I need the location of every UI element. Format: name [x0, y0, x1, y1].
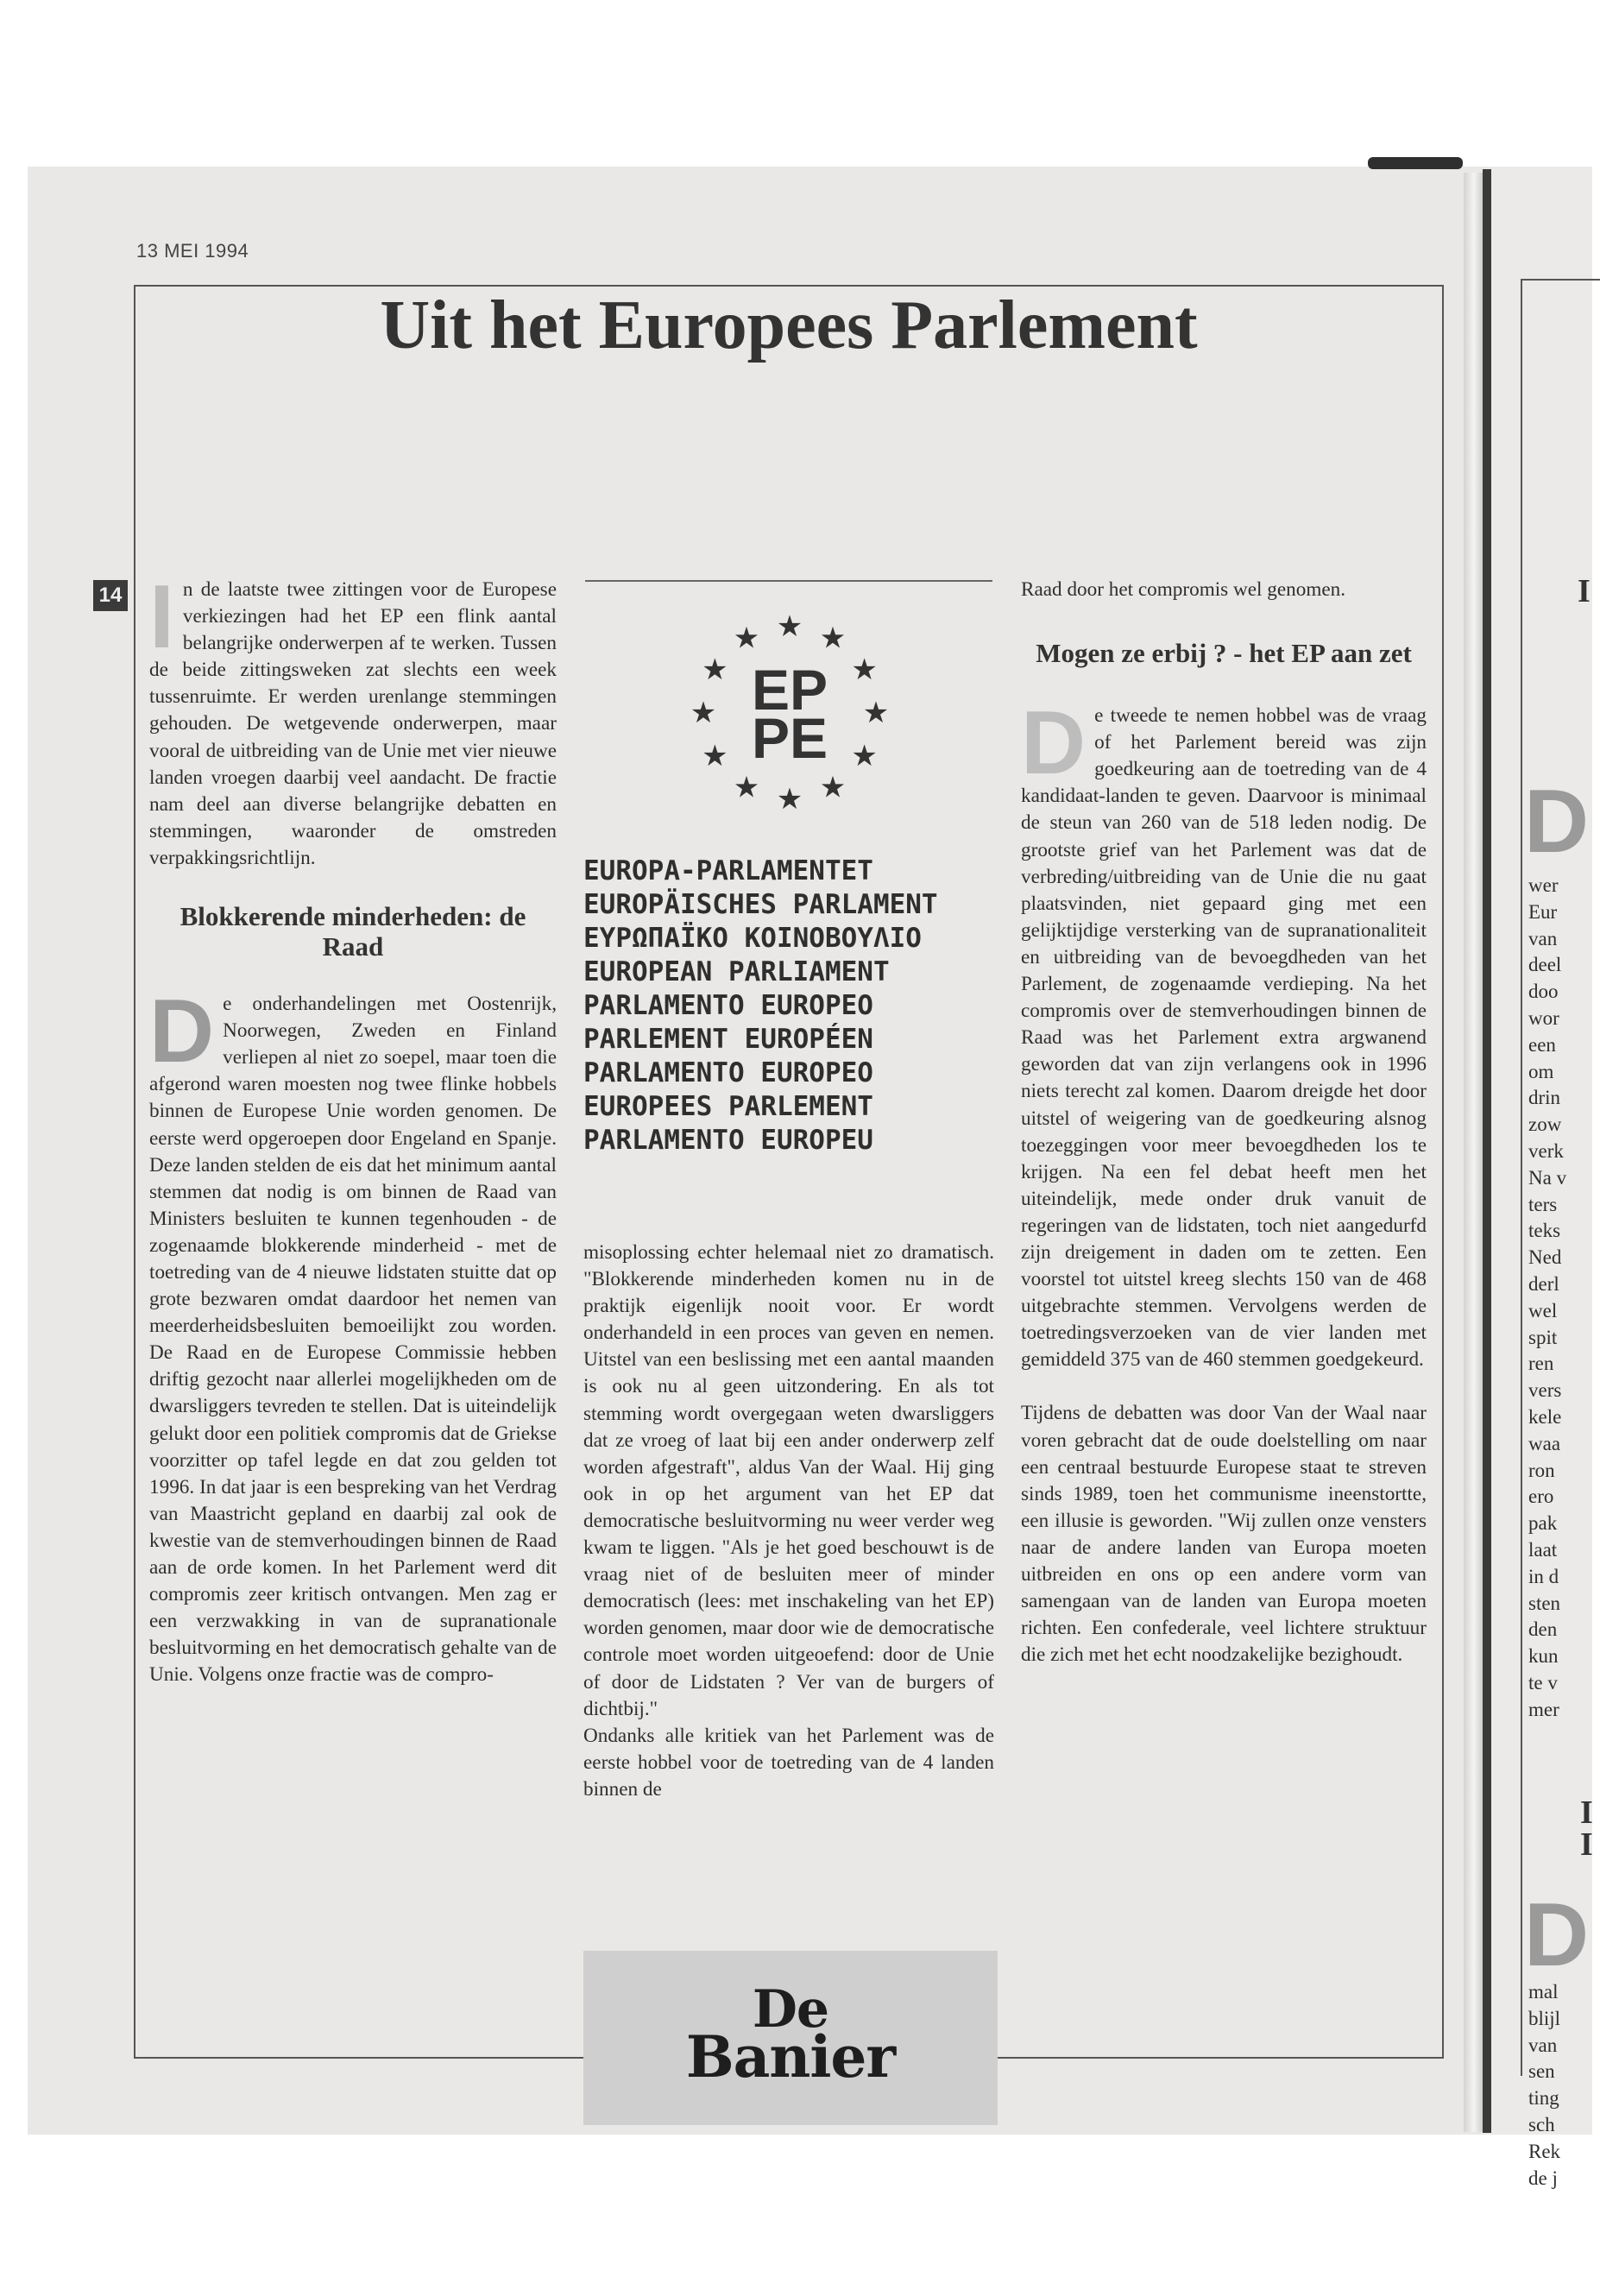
parliament-name-4: PARLAMENTO EUROPEO [583, 990, 873, 1021]
next-page-word: drin [1528, 1087, 1561, 1109]
next-page-word: laat [1528, 1538, 1558, 1561]
next-page-word: zow [1528, 1113, 1562, 1136]
binding-spine [1483, 169, 1491, 2133]
body-paragraph [1021, 693, 1427, 1373]
next-page-word: de j [1528, 2167, 1558, 2189]
next-page-word: ero [1528, 1485, 1554, 1508]
article-column-1 [149, 567, 557, 1688]
star-icon: ★ [819, 770, 847, 805]
next-page-word: waa [1528, 1432, 1561, 1454]
next-page-word: sten [1528, 1592, 1561, 1614]
next-page-heading-fragment: I [1578, 573, 1591, 609]
logo-line-ep: EP [751, 658, 828, 722]
star-icon: ★ [702, 653, 728, 687]
next-page-word: Na v [1528, 1166, 1567, 1189]
next-page-word: derl [1528, 1272, 1559, 1295]
article-column-3 [1021, 577, 1427, 1668]
intro-paragraph [149, 567, 557, 872]
logo-line-pe: PE [751, 706, 828, 770]
next-page-drop-cap: D [1524, 772, 1590, 872]
next-page-word: verk [1528, 1139, 1564, 1162]
star-icon: ★ [733, 621, 760, 656]
body-paragraph: Tijdens de debatten was door Van der Waal naar voren gebracht dat de oude doelstelling om naar een centraal bestuurde Europese staat te streven sinds 1989, toen het communisme ineenstortte, een illusie is geworden. "Wij zullen onze vensters naar de andere landen van Europa moeten uitbreiden en ons op een andere vorm van samengaan van de landen van Europa moeten richten. Een confederale, veel lichtere struktuur die zich met het echt noodzakelijke bezighoudt. [1021, 1402, 1427, 1667]
parliament-name-0: EUROPA-PARLAMENTET [583, 855, 873, 886]
parliament-name-5: PARLEMENT EUROPÉEN [583, 1024, 873, 1055]
star-icon: ★ [776, 609, 803, 644]
next-page-word: om [1528, 1060, 1554, 1082]
next-page-word: wor [1528, 1006, 1559, 1029]
star-icon: ★ [819, 621, 847, 656]
body-paragraph: Raad door het compromis wel genomen. [1021, 578, 1346, 601]
next-page-heading-fragment: I [1580, 1795, 1593, 1831]
star-icon: ★ [862, 696, 890, 730]
next-page-word: te v [1528, 1671, 1558, 1694]
next-page-text-lower [1528, 1979, 1560, 2192]
star-icon: ★ [690, 696, 717, 730]
next-page-word: Ned [1528, 1246, 1562, 1269]
star-icon: ★ [733, 770, 760, 805]
drop-cap: D [149, 981, 215, 1082]
next-page-word: Eur [1528, 900, 1558, 923]
parliament-names-list [583, 855, 996, 1157]
drop-cap: I [149, 567, 174, 667]
page-title: Uit het Europees Parlement [380, 287, 1198, 363]
star-icon: ★ [776, 782, 803, 817]
next-page-text-upper [1528, 873, 1566, 1724]
next-page-word: kun [1528, 1645, 1559, 1668]
next-page-word: mal [1528, 1981, 1559, 2003]
next-page-word: den [1528, 1618, 1558, 1641]
next-page-word: een [1528, 1033, 1556, 1056]
star-icon: ★ [851, 653, 878, 687]
next-page-word: pak [1528, 1512, 1558, 1535]
body-paragraph: misoplossing echter helemaal niet zo dramatisch. "Blokkerende minderheden komen nu in de praktijk eigenlijk nooit voor. Er wordt onderhandeld in een proces van geven en nemen. Uitstel van een beslissing met een aantal maanden is ook nu al geen uitzondering. En als tot stemming wordt overgegaan weten dwarsliggers dat ze vroeg of laat bij een ander onderwerp zelf worden afgestraft", aldus Van der Waal. Hij ging ook in op het argument van het EP dat democratische besluitvorming nu weer verder weg kwam te liggen. "Als je het goed beschouwt is de vraag niet of de besluiten meer of minder democratisch (lees: met inschakeling van het EP) worden genomen, maar door wie de democratische controle moet worden uitgeoefend: door de Unie of door de Lidstaten ? Ver van de burgers of dichtbij." [583, 1241, 994, 1720]
next-page-word: van [1528, 2034, 1558, 2056]
parliament-name-8: PARLAMENTO EUROPEU [583, 1125, 873, 1156]
next-page-word: ters [1528, 1193, 1558, 1215]
drop-cap: D [1021, 693, 1087, 794]
issue-date: 13 MEI 1994 [136, 240, 249, 262]
next-page-drop-cap: D [1524, 1885, 1590, 1985]
next-page-word: blijl [1528, 2007, 1561, 2029]
parliament-name-3: EUROPEAN PARLIAMENT [583, 956, 890, 987]
next-page-partial [1491, 167, 1593, 2189]
banner-line-1: De [752, 1979, 829, 2040]
next-page-heading-fragment: I [1580, 1826, 1593, 1863]
page-edge [1464, 173, 1484, 2132]
next-page-word: teks [1528, 1220, 1561, 1242]
next-page-word: Rek [1528, 2140, 1561, 2162]
next-page-word: sen [1528, 2060, 1555, 2083]
next-page-word: sch [1528, 2113, 1555, 2135]
next-page-word: doo [1528, 981, 1559, 1003]
parliament-name-2: ΕΥΡΩΠΑΪΚΟ ΚΟΙΝΟΒΟΥΛΙΟ [583, 923, 922, 954]
next-page-word: ting [1528, 2087, 1559, 2110]
body-text: e tweede te nemen hobbel was de vraag of het Parlement bereid was zijn goedkeuring aan de toetreding van de 4 kandidaat-landen te geven. Daarvoor is minimaal de steun van 260 van de 518 leden nodig. De grootste grief van het Parlement was dat de verbreding/uitbreiding van de Unie die nu gaat plaatsvinden, niet gepaard ging met een gelijktijdige versterking van de supranationaliteit en uitbreiding van de bevoegdheden van het Parlement, de zogenaamde verdieping. Na het compromis over de stemverhoudingen binnen de Raad was het Parlement extra argwanend geworden dat van zijn verlangens ook in 1996 niets terecht zal komen. Daarom dreigde het door uitstel of weigering van de goedkeuring alsnog toezeggingen voor meer bevoegdheden los te krijgen. Na een fel debat heeft men het uiteindelijk, mede onder druk vanuit de regeringen van de lidstaten, toch niet aangedurfd zijn dreigement in daden om te zetten. Een voorstel tot uitstel kreeg slechts 150 van de 468 uitgebrachte stemmen. Vervolgens werden de toetredingsverzoeken van de vier landen met gemiddeld 375 van de 460 stemmen goedgekeurd. [1021, 704, 1427, 1372]
de-banier-logo [583, 1951, 998, 2125]
parliament-name-7: EUROPEES PARLEMENT [583, 1091, 873, 1122]
parliament-name-1: EUROPÄISCHES PARLAMENT [583, 889, 938, 920]
next-page-word: deel [1528, 954, 1562, 976]
next-page-word: vers [1528, 1379, 1562, 1402]
article-column-2 [583, 1239, 994, 1803]
next-page-word: ron [1528, 1459, 1555, 1481]
ep-logo [682, 604, 898, 820]
next-page-word: ren [1528, 1353, 1554, 1375]
intro-text: n de laatste twee zittingen voor de Europese verkiezingen had het EP een flink aantal belangrijke onderwerpen af te werken. Tussen de beide zittingsweken zat slechts een week tussenruimte. Er werden urenlange stemmingen gehouden. De wetgevende onderwerpen, maar vooral de uitbreiding van de Unie met vier nieuwe landen vroegen daarbij veel aandacht. De fractie nam deel aan diverse belangrijke debatten en stemmingen, waaronder de omstreden verpakkingsrichtlijn. [149, 578, 557, 869]
section-heading: Mogen ze erbij ? - het EP aan zet [1036, 638, 1412, 669]
next-page-word: spit [1528, 1326, 1558, 1348]
next-page-word: mer [1528, 1698, 1559, 1720]
section-heading: Blokkerende minderheden: de Raad [180, 901, 526, 962]
star-icon: ★ [702, 739, 728, 773]
next-page-word: wel [1528, 1299, 1558, 1321]
next-page-word: wer [1528, 874, 1559, 896]
column-rule [585, 580, 992, 582]
binding-mark [1368, 157, 1463, 169]
next-page-word: kele [1528, 1405, 1562, 1428]
star-icon: ★ [851, 739, 878, 773]
next-page-word: in d [1528, 1565, 1559, 1587]
next-page-word: van [1528, 927, 1558, 949]
body-text: e onderhandelingen met Oostenrijk, Noorwegen, Zweden en Finland verliepen al niet zo soepel, maar toen die afgerond waren moesten nog twee flinke hobbels binnen de Europese Unie worden genomen. De eerste werd opgeroepen door Engeland en Spanje. Deze landen stelden de eis dat het minimum aantal stemmen dat nodig is om binnen de Raad van Ministers besluiten te kunnen tegenhouden - de zogenaamde blokkerende minderheid - met de toetreding van de 4 nieuwe lidstaten stuitte dat op grote bezwaren omdat daardoor het nemen van meerderheidsbesluiten bemoeilijkt zou worden. De Raad en de Europese Commissie hebben driftig gezocht naar allerlei mogelijkheden om de dwarsliggers tevreden te stellen. Dat is uiteindelijk gelukt door een politiek compromis dat de Griekse voorzitter op tafel legde en dat zou gelden tot 1996. In dat jaar is een bespreking van het Verdrag van Maastricht gepland en daarbij zal ook de kwestie van de stemverhoudingen binnen de Raad aan de orde komen. In het Parlement werd dit compromis zeer kritisch ontvangen. Men zag er een verzwakking in van de supranationale besluitvorming en het democratisch gehalte van de Unie. Volgens onze fractie was de compro- [149, 993, 557, 1687]
body-paragraph [149, 981, 557, 1688]
page-number: 14 [93, 580, 128, 611]
body-paragraph: Ondanks alle kritiek van het Parlement was de eerste hobbel voor de toetreding van de 4 landen binnen de [583, 1724, 994, 1801]
banner-line-2: Banier [685, 2023, 896, 2091]
parliament-name-6: PARLAMENTO EUROPEO [583, 1057, 873, 1088]
